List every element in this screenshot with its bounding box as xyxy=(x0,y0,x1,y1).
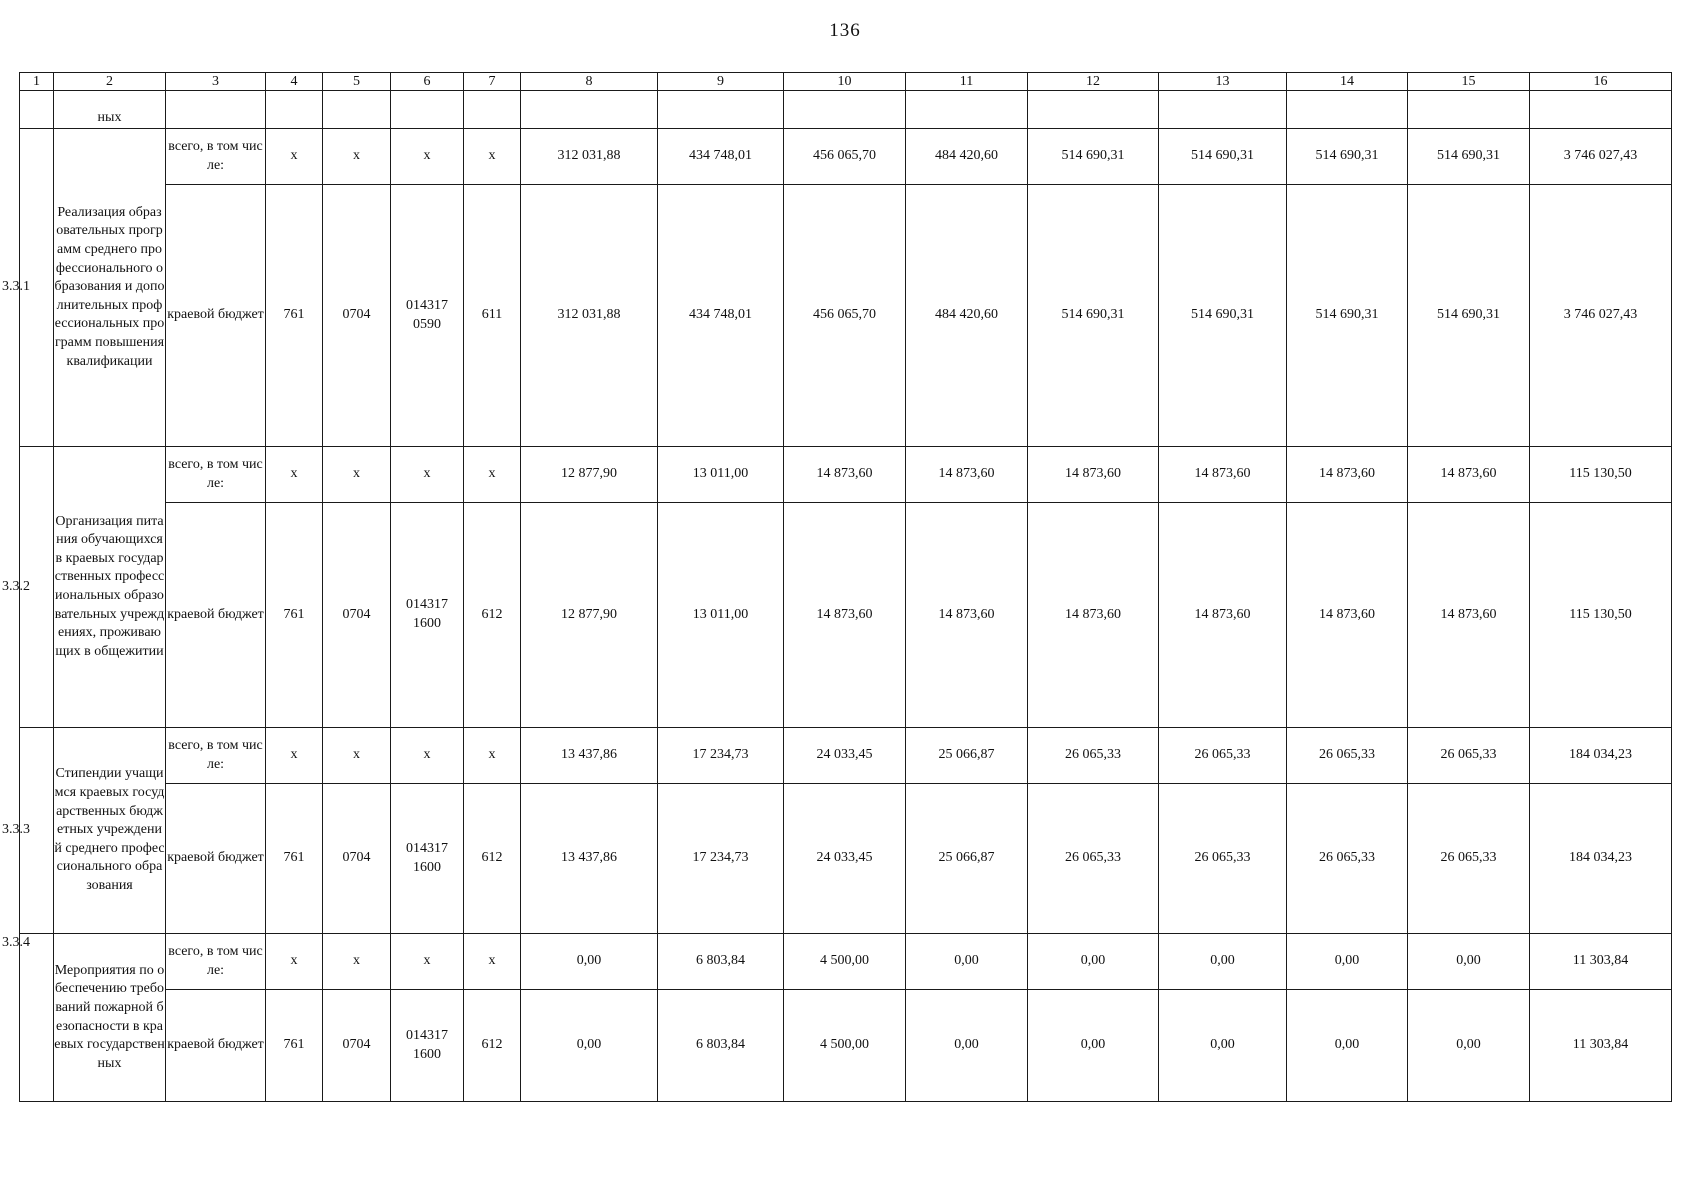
col7-cell: x xyxy=(464,129,521,185)
table-row-total xyxy=(20,447,1672,503)
value-cell: 514 690,31 xyxy=(1159,185,1287,447)
value-cell: 26 065,33 xyxy=(1028,784,1159,934)
funding-source: краевой бюджет xyxy=(166,503,266,728)
col4-cell: 761 xyxy=(266,185,323,447)
value-cell: 3 746 027,43 xyxy=(1530,185,1672,447)
page-number: 136 xyxy=(829,20,861,41)
value-cell: 434 748,01 xyxy=(658,129,784,185)
funding-source: всего, в том числе: xyxy=(166,129,266,185)
value-cell: 4 500,00 xyxy=(784,990,906,1102)
col4-cell: x xyxy=(266,934,323,990)
table-row-budget xyxy=(20,784,1672,934)
value-cell: 115 130,50 xyxy=(1530,503,1672,728)
table-cell xyxy=(1159,91,1287,129)
value-cell: 312 031,88 xyxy=(521,129,658,185)
funding-source: краевой бюджет xyxy=(166,990,266,1102)
column-header: 1 xyxy=(20,73,54,91)
column-number-row xyxy=(20,73,1672,91)
value-cell: 514 690,31 xyxy=(1028,129,1159,185)
value-cell: 14 873,60 xyxy=(1408,447,1530,503)
column-header: 6 xyxy=(391,73,464,91)
funding-source: краевой бюджет xyxy=(166,185,266,447)
value-cell: 26 065,33 xyxy=(1159,784,1287,934)
column-header: 11 xyxy=(906,73,1028,91)
value-cell: 484 420,60 xyxy=(906,185,1028,447)
table-cell xyxy=(323,91,391,129)
col6-cell: x xyxy=(391,728,464,784)
value-cell: 12 877,90 xyxy=(521,503,658,728)
value-cell: 26 065,33 xyxy=(1408,728,1530,784)
item-name: Мероприятия по обеспечению требований пожарной безопасности в краевых государственных xyxy=(54,934,166,1102)
value-cell: 0,00 xyxy=(906,990,1028,1102)
value-cell: 514 690,31 xyxy=(1408,129,1530,185)
column-header: 8 xyxy=(521,73,658,91)
column-header: 10 xyxy=(784,73,906,91)
item-number: 3.3.4 xyxy=(20,934,54,1102)
col4-cell: x xyxy=(266,728,323,784)
value-cell: 6 803,84 xyxy=(658,990,784,1102)
table-cell xyxy=(784,91,906,129)
col5-cell: x xyxy=(323,934,391,990)
column-header: 2 xyxy=(54,73,166,91)
column-header: 12 xyxy=(1028,73,1159,91)
col4-cell: 761 xyxy=(266,784,323,934)
value-cell: 13 011,00 xyxy=(658,503,784,728)
column-header: 3 xyxy=(166,73,266,91)
value-cell: 514 690,31 xyxy=(1159,129,1287,185)
column-header: 16 xyxy=(1530,73,1672,91)
value-cell: 11 303,84 xyxy=(1530,990,1672,1102)
col6-cell: 014317 0590 xyxy=(391,185,464,447)
col7-cell: x xyxy=(464,728,521,784)
value-cell: 0,00 xyxy=(1028,934,1159,990)
funding-source: всего, в том числе: xyxy=(166,934,266,990)
value-cell: 26 065,33 xyxy=(1028,728,1159,784)
item-name: Стипендии учащимся краевых государственных бюджетных учреждений среднего профессионального образования xyxy=(54,728,166,934)
value-cell: 14 873,60 xyxy=(906,447,1028,503)
table-row-total xyxy=(20,934,1672,990)
table-cell xyxy=(464,91,521,129)
value-cell: 0,00 xyxy=(521,934,658,990)
column-header: 7 xyxy=(464,73,521,91)
col5-cell: 0704 xyxy=(323,784,391,934)
table-cell xyxy=(658,91,784,129)
value-cell: 26 065,33 xyxy=(1287,728,1408,784)
value-cell: 11 303,84 xyxy=(1530,934,1672,990)
value-cell: 13 437,86 xyxy=(521,728,658,784)
item-name: Организация питания обучающихся в краевых государственных профессиональных образовательных учреждениях, проживающих в общежитии xyxy=(54,447,166,728)
value-cell: 184 034,23 xyxy=(1530,728,1672,784)
value-cell: 14 873,60 xyxy=(784,447,906,503)
value-cell: 514 690,31 xyxy=(1287,185,1408,447)
value-cell: 4 500,00 xyxy=(784,934,906,990)
col7-cell: 612 xyxy=(464,784,521,934)
value-cell: 3 746 027,43 xyxy=(1530,129,1672,185)
value-cell: 14 873,60 xyxy=(1028,503,1159,728)
col7-cell: x xyxy=(464,934,521,990)
value-cell: 0,00 xyxy=(906,934,1028,990)
col5-cell: 0704 xyxy=(323,990,391,1102)
table-row-total xyxy=(20,129,1672,185)
value-cell: 115 130,50 xyxy=(1530,447,1672,503)
col5-cell: x xyxy=(323,447,391,503)
item-number: 3.3.1 xyxy=(20,129,54,447)
value-cell: 0,00 xyxy=(521,990,658,1102)
value-cell: 26 065,33 xyxy=(1287,784,1408,934)
value-cell: 14 873,60 xyxy=(1028,447,1159,503)
value-cell: 14 873,60 xyxy=(1159,503,1287,728)
value-cell: 24 033,45 xyxy=(784,728,906,784)
value-cell: 17 234,73 xyxy=(658,784,784,934)
table-cell xyxy=(521,91,658,129)
col4-cell: 761 xyxy=(266,503,323,728)
value-cell: 0,00 xyxy=(1408,990,1530,1102)
continuation-row xyxy=(20,91,1672,129)
column-header: 14 xyxy=(1287,73,1408,91)
table-row-total xyxy=(20,728,1672,784)
table-cell xyxy=(166,91,266,129)
value-cell: 484 420,60 xyxy=(906,129,1028,185)
value-cell: 14 873,60 xyxy=(1408,503,1530,728)
col7-cell: 612 xyxy=(464,990,521,1102)
value-cell: 14 873,60 xyxy=(1159,447,1287,503)
value-cell: 14 873,60 xyxy=(784,503,906,728)
col6-cell: x xyxy=(391,934,464,990)
col6-cell: x xyxy=(391,129,464,185)
funding-source: всего, в том числе: xyxy=(166,447,266,503)
value-cell: 13 011,00 xyxy=(658,447,784,503)
value-cell: 514 690,31 xyxy=(1028,185,1159,447)
value-cell: 14 873,60 xyxy=(1287,447,1408,503)
col6-cell: 014317 1600 xyxy=(391,990,464,1102)
item-name: Реализация образовательных программ среднего профессионального образования и дополнительных профессиональных программ повышения квалификации xyxy=(54,129,166,447)
value-cell: 456 065,70 xyxy=(784,185,906,447)
table-cell xyxy=(391,91,464,129)
col6-cell: 014317 1600 xyxy=(391,503,464,728)
value-cell: 514 690,31 xyxy=(1287,129,1408,185)
value-cell: 6 803,84 xyxy=(658,934,784,990)
col6-cell: x xyxy=(391,447,464,503)
table-cell xyxy=(266,91,323,129)
column-header: 13 xyxy=(1159,73,1287,91)
table-row-budget xyxy=(20,990,1672,1102)
table-cell xyxy=(1408,91,1530,129)
value-cell: 0,00 xyxy=(1287,934,1408,990)
continuation-text: ных xyxy=(54,91,166,129)
table-cell xyxy=(1530,91,1672,129)
value-cell: 0,00 xyxy=(1159,990,1287,1102)
col7-cell: 612 xyxy=(464,503,521,728)
value-cell: 312 031,88 xyxy=(521,185,658,447)
value-cell: 25 066,87 xyxy=(906,784,1028,934)
value-cell: 13 437,86 xyxy=(521,784,658,934)
funding-source: всего, в том числе: xyxy=(166,728,266,784)
value-cell: 25 066,87 xyxy=(906,728,1028,784)
value-cell: 14 873,60 xyxy=(1287,503,1408,728)
col5-cell: 0704 xyxy=(323,185,391,447)
table-cell xyxy=(20,91,54,129)
column-header: 4 xyxy=(266,73,323,91)
col4-cell: x xyxy=(266,129,323,185)
col6-cell: 014317 1600 xyxy=(391,784,464,934)
value-cell: 434 748,01 xyxy=(658,185,784,447)
table-cell xyxy=(906,91,1028,129)
value-cell: 14 873,60 xyxy=(906,503,1028,728)
value-cell: 0,00 xyxy=(1408,934,1530,990)
item-number: 3.3.2 xyxy=(20,447,54,728)
col5-cell: 0704 xyxy=(323,503,391,728)
value-cell: 0,00 xyxy=(1287,990,1408,1102)
col4-cell: 761 xyxy=(266,990,323,1102)
value-cell: 514 690,31 xyxy=(1408,185,1530,447)
col5-cell: x xyxy=(323,129,391,185)
col7-cell: 611 xyxy=(464,185,521,447)
value-cell: 0,00 xyxy=(1028,990,1159,1102)
table-cell xyxy=(1287,91,1408,129)
value-cell: 0,00 xyxy=(1159,934,1287,990)
column-header: 9 xyxy=(658,73,784,91)
item-number: 3.3.3 xyxy=(20,728,54,934)
col7-cell: x xyxy=(464,447,521,503)
column-header: 5 xyxy=(323,73,391,91)
col5-cell: x xyxy=(323,728,391,784)
value-cell: 26 065,33 xyxy=(1159,728,1287,784)
value-cell: 17 234,73 xyxy=(658,728,784,784)
value-cell: 184 034,23 xyxy=(1530,784,1672,934)
funding-source: краевой бюджет xyxy=(166,784,266,934)
column-header: 15 xyxy=(1408,73,1530,91)
value-cell: 26 065,33 xyxy=(1408,784,1530,934)
value-cell: 24 033,45 xyxy=(784,784,906,934)
value-cell: 12 877,90 xyxy=(521,447,658,503)
table-row-budget xyxy=(20,503,1672,728)
value-cell: 456 065,70 xyxy=(784,129,906,185)
table-cell xyxy=(1028,91,1159,129)
table-row-budget xyxy=(20,185,1672,447)
budget-table xyxy=(2,72,1672,1102)
col4-cell: x xyxy=(266,447,323,503)
